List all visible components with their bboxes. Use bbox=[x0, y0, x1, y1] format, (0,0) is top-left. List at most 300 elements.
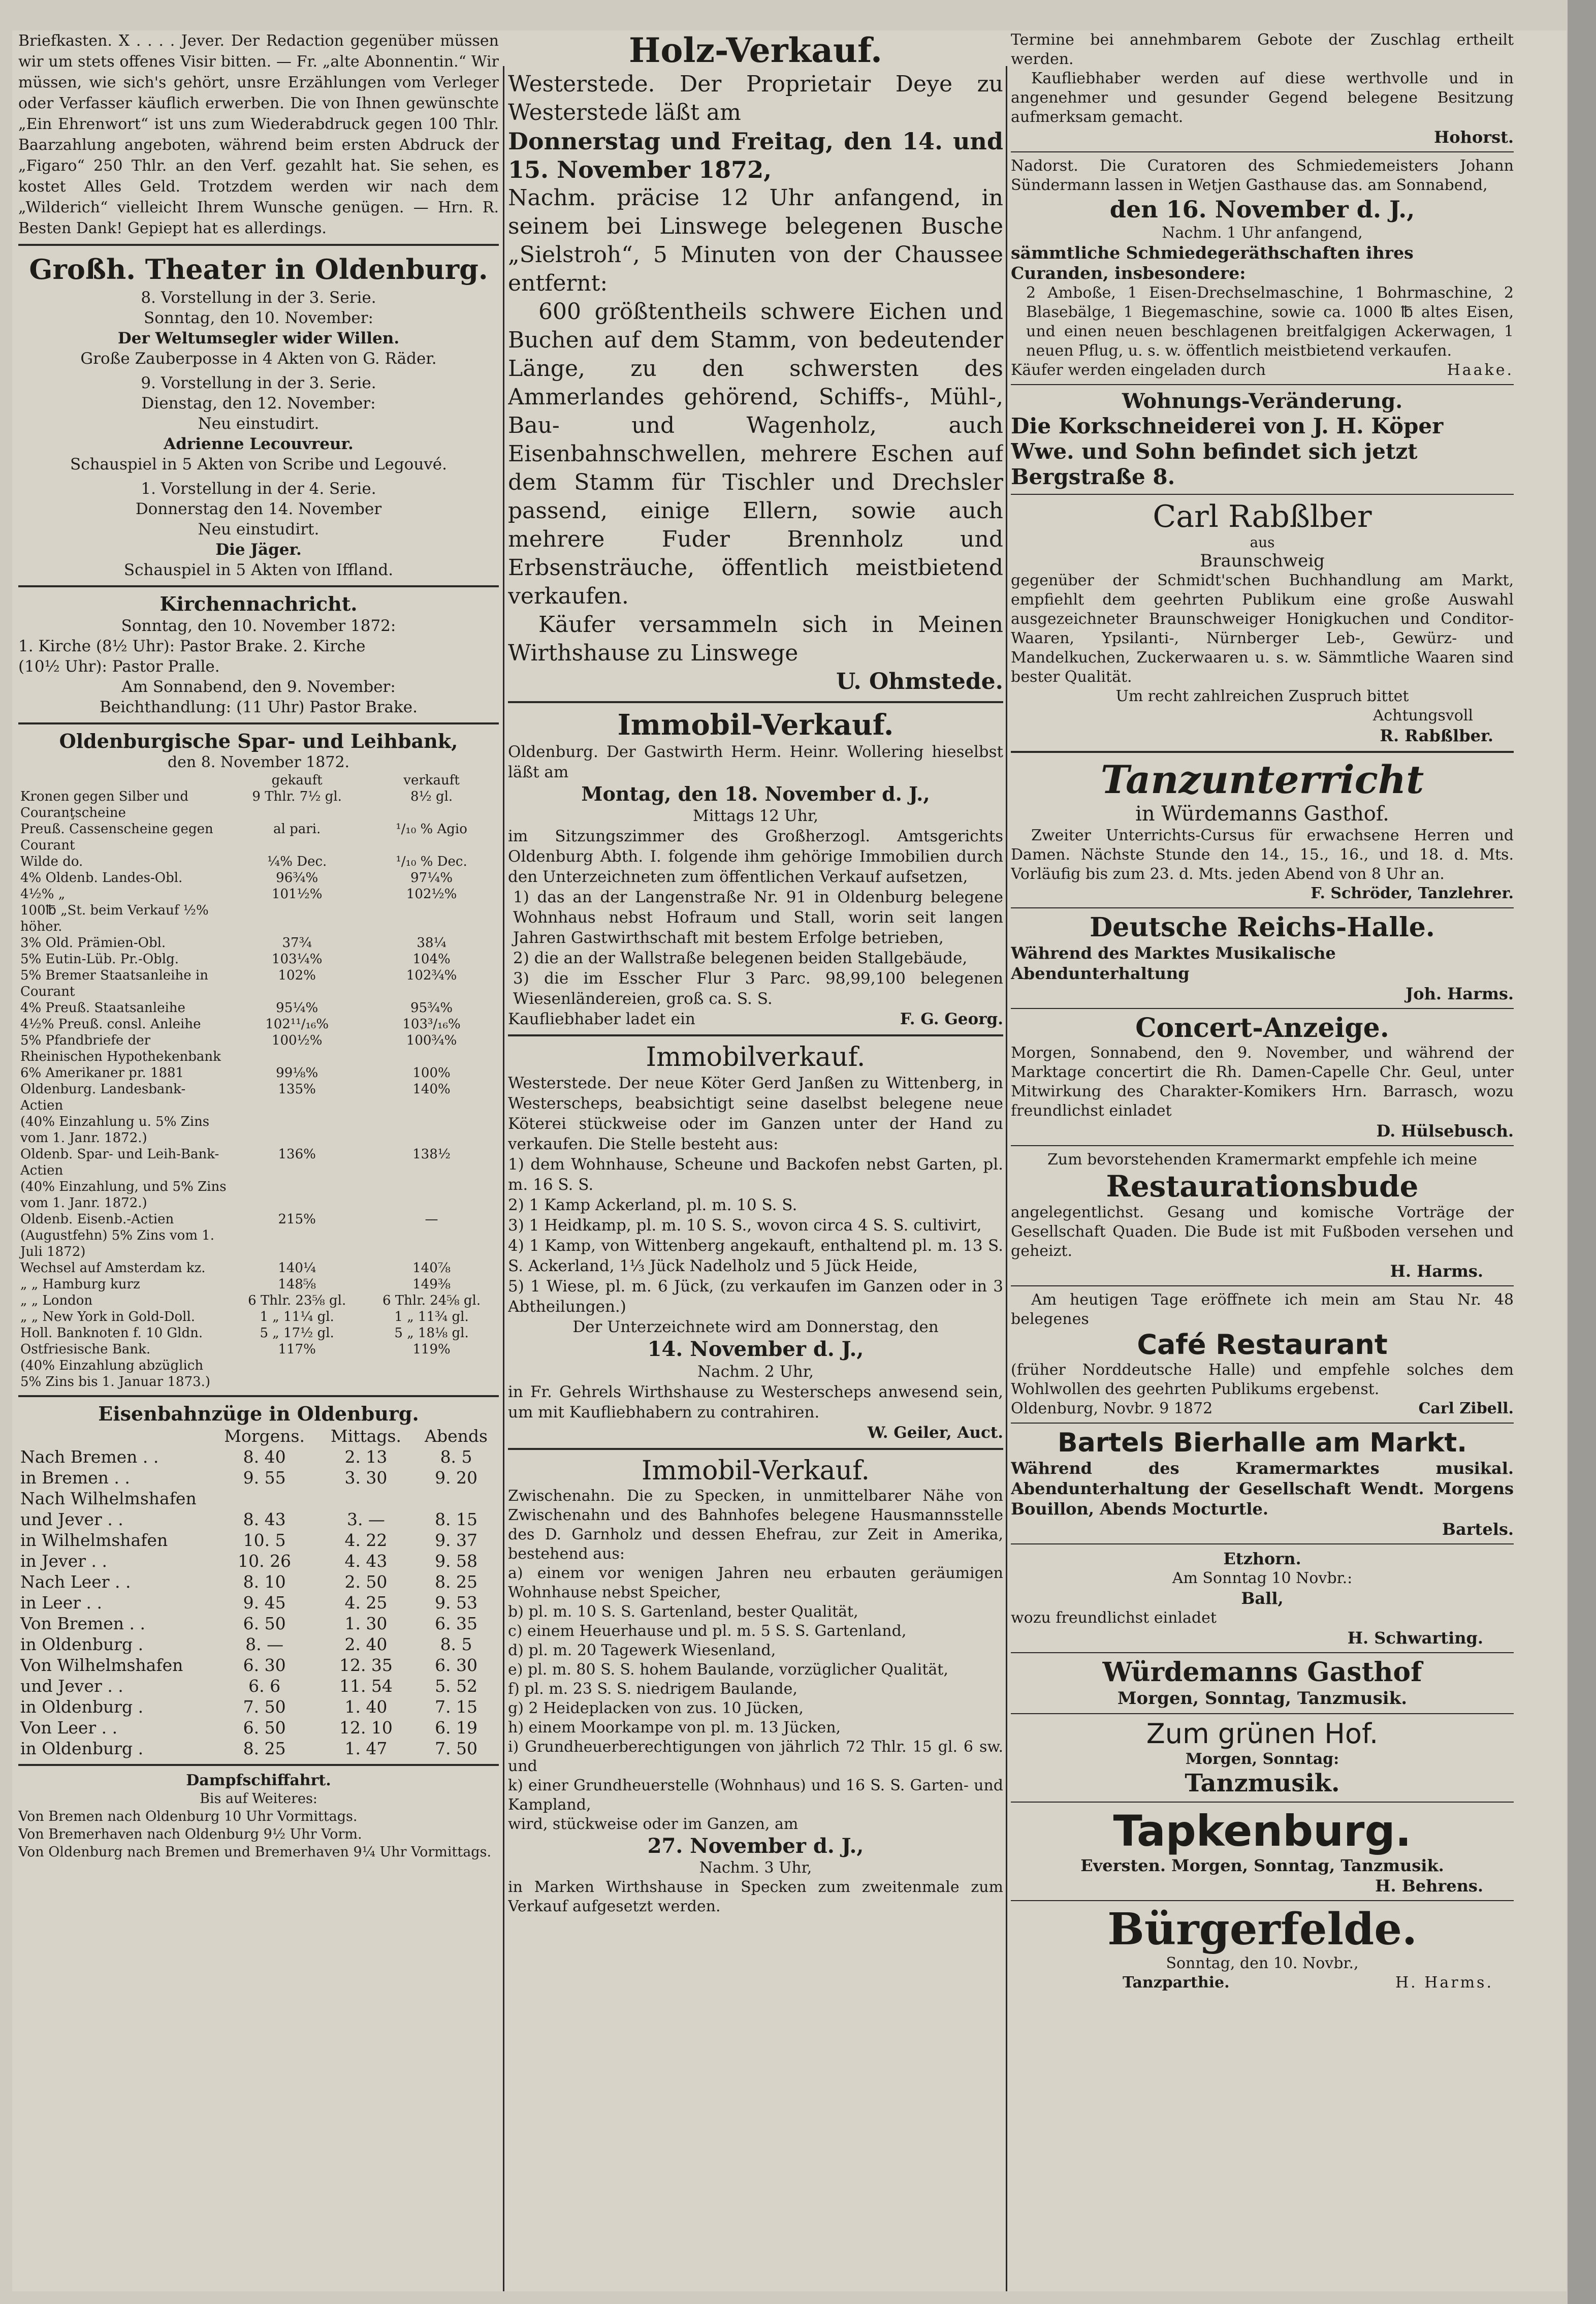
theater-line: 8. Vorstellung in der 3. Serie. bbox=[141, 289, 376, 307]
bank-cell: 6% Amerikaner pr. 1881 bbox=[20, 1065, 184, 1081]
gruenerhof-text: Morgen, Sonntag: bbox=[1185, 1750, 1339, 1768]
bahn-cell: 3. — bbox=[346, 1509, 385, 1529]
immo1-date: Montag, den 18. November d. J., bbox=[581, 782, 930, 805]
bahn-row bbox=[18, 1467, 499, 1488]
bank-cell: 6 Thlr. 24⅝ gl. bbox=[382, 1293, 481, 1308]
bank-cell: 5% Pfandbriefe der Rheinischen Hypothekenbank bbox=[20, 1033, 221, 1064]
immo2-item: 5) 1 Wiese, pl. m. 6 Jück, (zu verkaufen im Ganzen oder in 3 Abtheilungen.) bbox=[508, 1277, 1003, 1316]
rule bbox=[1011, 907, 1514, 908]
briefkasten: Briefkasten. X . . . . Jever. Der Redaction gegenüber müssen wir um stets offenes Visir bitten. — Fr. „alte Abonnentin.“ Wir müssen, wie sich's gehört, unsre Erzählungen vom Verleger oder Verfasser käuflich erwerben. Die von Ihnen gewünschte „Ein Ehrenwort“ ist uns zum Wiederabdruck gegen 100 Thlr. Baarzahlung angeboten, während beim ersten Abdruck der „Figaro“ 250 Thlr. an den Verf. gezahlt hat. Sie sehen, es kostet Alles Geld. Trotzdem werden wir nach dem „Wilderich“ vielleicht Ihrem Wunsche genügen. — Hrn. R. Besten Dank! Gepiept hat es allerdings. bbox=[18, 32, 499, 237]
bahn-cell: 2. 50 bbox=[344, 1572, 388, 1592]
rule bbox=[1011, 1145, 1514, 1146]
bank-cell bbox=[364, 1358, 499, 1390]
bank-cell: 4% Preuß. Staatsanleihe bbox=[20, 1000, 185, 1016]
bahn-cell: 7. 50 bbox=[243, 1697, 286, 1717]
bank-cell: 1 „ 11¾ gl. bbox=[394, 1309, 469, 1324]
bank-row bbox=[18, 1276, 499, 1292]
dampf-line: Von Bremen nach Oldenburg 10 Uhr Vormittags. bbox=[18, 1809, 358, 1824]
cafe-text: (früher Norddeutsche Halle) und empfehle solches dem Wohlwollen des geehrten Publikums ergebenst. bbox=[1011, 1361, 1514, 1398]
bank-cell: 102% bbox=[278, 968, 316, 983]
reichshalle-text: Während des Marktes Musikalische Abendunterhaltung bbox=[1011, 943, 1336, 983]
bahn-cell: 2. 13 bbox=[344, 1447, 388, 1467]
bahn-cell: in Wilhelmshafen bbox=[20, 1530, 168, 1550]
immo2-text: Der Unterzeichnete wird am Donnerstag, den bbox=[572, 1318, 939, 1336]
bank-row bbox=[18, 870, 499, 886]
bank-cell: Ostfriesische Bank. bbox=[20, 1342, 151, 1357]
bank-cell: „ „ London bbox=[20, 1293, 93, 1308]
immo2-item: 4) 1 Kamp, von Wittenberg angekauft, enthaltend pl. m. 13 S. S. Ackerland, 1⅓ Jück Nadelholz und 5 Jück Heide, bbox=[508, 1237, 1003, 1275]
concert-text: Morgen, Sonnabend, den 9. November, und während der Marktage concertirt die Rh. Damen-Capelle Chr. Geul, unter Mitwirkung des Charakter-Komikers Hrn. Barrasch, wozu freundlichst einladet bbox=[1011, 1044, 1514, 1120]
buergerfelde-bold: Tanzparthie. bbox=[1123, 1974, 1230, 1992]
tanz-text: Zweiter Unterrichts-Cursus für erwachsene Herren und Damen. Nächste Stunde den 14., 15., 16., und 18. d. Mts. Vorläufig bis zum 23. d. Mts. jeden Abend von 8 Uhr an. bbox=[1011, 827, 1514, 883]
bank-cell: Wilde do. bbox=[20, 854, 83, 869]
bank-cell: 135% bbox=[278, 1082, 316, 1097]
bahn-cell: 9. 20 bbox=[435, 1468, 478, 1488]
bank-table bbox=[18, 772, 499, 1390]
theater-line: Sonntag, den 10. November: bbox=[144, 309, 373, 327]
bahn-row bbox=[18, 1613, 499, 1634]
theater-line: Donnerstag den 14. November bbox=[135, 500, 382, 518]
etzhorn-text: Am Sonntag 10 Novbr.: bbox=[1172, 1569, 1353, 1587]
cafe-text: Am heutigen Tage eröffnete ich mein am Stau Nr. 48 belegenes bbox=[1011, 1291, 1514, 1328]
nadorst-text: Nadorst. Die Curatoren des Schmiedemeisters Johann Sündermann lassen in Wetjen Gasthause das. am Sonnabend, bbox=[1011, 157, 1514, 194]
immo1-text: im Sitzungszimmer des Großherzogl. Amtsgerichts Oldenburg Abth. I. folgende ihm gehörige Immobilien durch den Unterzeichneten zum öffentlichen Verkauf aufsetzen, bbox=[508, 827, 1003, 886]
bahn-cell: 3. 30 bbox=[344, 1468, 388, 1488]
kirche-line: 1. Kirche (8½ Uhr): Pastor Brake. 2. Kirche bbox=[18, 637, 366, 655]
rule bbox=[508, 701, 1003, 703]
bahn-notice bbox=[18, 1402, 499, 1759]
bank-header bbox=[18, 772, 230, 788]
immo1-time: Mittags 12 Uhr, bbox=[692, 807, 819, 825]
nadorst-signature: Haake. bbox=[1447, 361, 1514, 379]
bahn-row bbox=[18, 1488, 499, 1509]
holz-signature: U. Ohmstede. bbox=[836, 669, 1003, 695]
bahn-row bbox=[18, 1571, 499, 1592]
immo1-signature: F. G. Georg. bbox=[900, 1010, 1003, 1028]
bank-date: den 8. November 1872. bbox=[167, 753, 350, 771]
theater-notice bbox=[18, 251, 499, 580]
rabsilber-text: Um recht zahlreichen Zuspruch bittet bbox=[1115, 687, 1409, 705]
bahn-row bbox=[18, 1634, 499, 1655]
bank-cell: (40% Einzahlung u. 5% Zins vom 1. Janr. 1872.) bbox=[20, 1114, 210, 1146]
bahn-cell: 8. 43 bbox=[243, 1509, 286, 1529]
immo3-text: in Marken Wirthshause in Specken zum zweitenmale zum Verkauf aufgesetzt werden. bbox=[508, 1878, 1003, 1915]
bank-header: gekauft bbox=[271, 773, 323, 788]
bank-cell: 140% bbox=[412, 1082, 451, 1097]
rule bbox=[18, 585, 499, 587]
immo3-text: Zwischenahn. Die zu Specken, in unmittelbarer Nähe von Zwischenahn und des Bahnhofes belegene Hausmannsstelle des D. Garnholz und dessen Ehefrau, zur Zeit in Amerika, bestehend aus: bbox=[508, 1487, 1003, 1563]
immo1-item: 1) das an der Langenstraße Nr. 91 in Oldenburg belegene Wohnhaus nebst Hofraum und Stall, worin seit langen Jahren Gastwirthschaft mit bestem Erfolge betrieben, bbox=[513, 888, 1003, 947]
bahn-cell bbox=[210, 1488, 318, 1509]
immo3-notice bbox=[508, 1455, 1003, 1916]
rule bbox=[1011, 1900, 1514, 1901]
bank-cell: 119% bbox=[412, 1342, 451, 1357]
bank-row bbox=[18, 1146, 499, 1179]
rule bbox=[18, 1764, 499, 1766]
immo3-item: b) pl. m. 10 S. S. Gartenland, bester Qualität, bbox=[508, 1603, 858, 1621]
bahn-cell: 8. 40 bbox=[243, 1447, 286, 1467]
rule bbox=[1011, 751, 1514, 753]
bahn-cell: 8. — bbox=[245, 1634, 284, 1654]
buergerfelde-text: Sonntag, den 10. Novbr., bbox=[1166, 1954, 1359, 1972]
resto-title: Restaurationsbude bbox=[1106, 1169, 1419, 1204]
bahn-header bbox=[18, 1426, 210, 1446]
bahn-cell: 9. 58 bbox=[435, 1551, 478, 1571]
immo3-item: c) einem Heuerhause und pl. m. 5 S. S. Gartenland, bbox=[508, 1622, 907, 1640]
bank-row bbox=[18, 886, 499, 902]
bank-cell: 100¾% bbox=[406, 1033, 457, 1048]
cafe-signature: Carl Zibell. bbox=[1418, 1400, 1514, 1417]
nadorst-bold: sämmtliche Schmiedegeräthschaften ihres Curanden, insbesondere: bbox=[1011, 243, 1414, 283]
immo2-item: 1) dem Wohnhause, Scheune und Backofen nebst Garten, pl. m. 16 S. S. bbox=[508, 1155, 1003, 1194]
tapkenburg-text: Eversten. Morgen, Sonntag, Tanzmusik. bbox=[1080, 1856, 1444, 1875]
bank-cell: 5% Bremer Staatsanleihe in Courant bbox=[20, 968, 208, 999]
bahn-cell: 8. 5 bbox=[440, 1447, 472, 1467]
bank-cell: 96¾% bbox=[276, 870, 318, 886]
immo2-date: 14. November d. J., bbox=[647, 1337, 864, 1361]
bahn-cell: 9. 37 bbox=[435, 1530, 478, 1550]
bank-row bbox=[18, 935, 499, 951]
immo3-item: h) einem Moorkampe von pl. m. 13 Jücken, bbox=[508, 1719, 841, 1737]
etzhorn-ball: Ball, bbox=[1241, 1589, 1284, 1608]
bahn-cell: 4. 43 bbox=[344, 1551, 388, 1571]
bank-cell: 103³/₁₆% bbox=[402, 1017, 461, 1032]
bank-cell bbox=[364, 1114, 499, 1146]
bahn-row bbox=[18, 1696, 499, 1717]
column-rule bbox=[1006, 66, 1007, 2291]
bahn-cell: Nach Bremen . . bbox=[20, 1447, 159, 1467]
bank-cell: „ „ Hamburg kurz bbox=[20, 1277, 140, 1292]
kirche-line: (10½ Uhr): Pastor Pralle. bbox=[18, 657, 220, 676]
bahn-cell: in Bremen . . bbox=[20, 1468, 130, 1488]
bank-row bbox=[18, 1081, 499, 1114]
gruenerhof-title: Zum grünen Hof. bbox=[1146, 1718, 1379, 1750]
bartels-text: Während des Kramermarktes musikal. Abendunterhaltung der Gesellschaft Wendt. Morgens Bouillon, Abends Mocturtle. bbox=[1011, 1459, 1514, 1519]
bank-cell bbox=[230, 1179, 364, 1211]
resto-text: Zum bevorstehenden Kramermarkt empfehle ich meine bbox=[1047, 1151, 1478, 1169]
bank-cell: 148⅝ bbox=[278, 1277, 316, 1292]
immo3-item: i) Grundheuerberechtigungen von jährlich 72 Thlr. 15 gl. 6 sw. und bbox=[508, 1738, 1003, 1775]
theater-line: Der Weltumsegler wider Willen. bbox=[117, 329, 400, 348]
bahn-cell: Nach Leer . . bbox=[20, 1572, 131, 1592]
bahn-cell: 6. 30 bbox=[243, 1655, 286, 1675]
resto-signature: H. Harms. bbox=[1390, 1261, 1483, 1281]
tanz-sub: in Würdemanns Gasthof. bbox=[1135, 802, 1389, 826]
rule bbox=[508, 1448, 1003, 1450]
bank-cell bbox=[230, 902, 364, 935]
immo1-notice bbox=[508, 708, 1003, 1029]
bank-cell bbox=[364, 902, 499, 935]
bahn-cell: 2. 40 bbox=[344, 1634, 388, 1654]
rabsilber-city: Braunschweig bbox=[1200, 551, 1325, 571]
etzhorn-title: Etzhorn. bbox=[1223, 1549, 1301, 1568]
etzhorn-text: wozu freundlichst einladet bbox=[1011, 1609, 1217, 1627]
bank-title: Oldenburgische Spar- und Leihbank, bbox=[59, 730, 458, 752]
bahn-cell: Nach Wilhelmshafen bbox=[20, 1489, 197, 1508]
bahn-row bbox=[18, 1655, 499, 1676]
bank-cell: 1 „ 11¼ gl. bbox=[260, 1309, 334, 1324]
hohorst-text: Kaufliebhaber werden auf diese werthvolle und in angenehmer und gesunder Gegend belegene Besitzung aufmerksam gemacht. bbox=[1011, 70, 1514, 126]
rabsilber-greeting: Achtungsvoll bbox=[1372, 707, 1473, 724]
bahn-cell: 7. 15 bbox=[435, 1697, 478, 1717]
holz-text: 600 größtentheils schwere Eichen und Buchen auf dem Stamm, von bedeutender Länge, zu den schwersten des Ammerlandes gehörend, Schiffs-, Mühl-, Bau- und Wagenholz, auch Eisenbahnschwellen, mehrere Eschen auf dem Stamm für Tischler und Drechsler passend, einige Ellern, sowie auch mehrere Fuder Brennholz und Erbsensträuche, öffentlich meistbietend verkaufen. bbox=[508, 299, 1003, 609]
rule bbox=[1011, 1008, 1514, 1009]
kirche-notice bbox=[18, 592, 499, 717]
immo2-signature: W. Geiler, Auct. bbox=[867, 1424, 1003, 1442]
bank-cell: al pari. bbox=[273, 822, 321, 837]
bank-row bbox=[18, 951, 499, 967]
nadorst-time: Nachm. 1 Uhr anfangend, bbox=[1162, 224, 1363, 242]
bank-cell: 102¹¹/₁₆% bbox=[265, 1017, 329, 1032]
nadorst-text: Käufer werden eingeladen durch bbox=[1011, 361, 1266, 379]
bank-cell: Preuß. Cassenscheine gegen Courant bbox=[20, 822, 213, 853]
bank-cell: 101½% bbox=[271, 887, 323, 902]
bahn-row bbox=[18, 1446, 499, 1467]
rule bbox=[18, 722, 499, 724]
immo2-text: in Fr. Gehrels Wirthshause zu Westerscheps anwesend sein, um mit Kaufliebhabern zu contrahiren. bbox=[508, 1383, 1003, 1422]
bank-cell: 215% bbox=[278, 1212, 316, 1227]
bank-cell: 5 „ 17½ gl. bbox=[260, 1325, 334, 1341]
rabsilber-signature: R. Rabßlber. bbox=[1380, 726, 1493, 745]
concert-signature: D. Hülsebusch. bbox=[1376, 1121, 1514, 1141]
immo1-text: Oldenburg. Der Gastwirth Herm. Heinr. Wollering hieselbst läßt am bbox=[508, 743, 1003, 781]
bank-cell: 6 Thlr. 23⅝ gl. bbox=[248, 1293, 346, 1308]
bahn-cell: und Jever . . bbox=[20, 1676, 123, 1696]
bank-notice bbox=[18, 730, 499, 1390]
theater-line: 1. Vorstellung in der 4. Serie. bbox=[141, 480, 376, 498]
bahn-cell: 8. 25 bbox=[435, 1572, 478, 1592]
bahn-cell: 6. 50 bbox=[243, 1614, 286, 1633]
theater-line: Die Jäger. bbox=[215, 541, 302, 559]
rabsilber-text: gegenüber der Schmidt'schen Buchhandlung am Markt, empfiehlt dem geehrten Publikum eine große Auswahl ausgezeichneter Braunschweiger Honigkuchen und Conditor-Waaren, Ypsilanti-, Nürnberger Leb-, Gewürz- und Mandelkuchen, Zuckerwaaren u. s. w. Sämmtliche Waaren sind bester Qualität. bbox=[1011, 572, 1514, 686]
immo3-item: f) pl. m. 23 S. S. niedrigem Baulande, bbox=[508, 1680, 797, 1698]
immo2-text: Westerstede. Der neue Köter Gerd Janßen zu Wittenberg, in Westerscheps, beabsichtigt seine daselbst belegene neue Köterei stückweise oder im Ganzen unter der Hand zu verkaufen. Die Stelle besteht aus: bbox=[508, 1074, 1003, 1153]
bank-cell: (40% Einzahlung abzüglich 5% Zins bis 1. Januar 1873.) bbox=[20, 1358, 211, 1390]
concert-title: Concert-Anzeige. bbox=[1135, 1013, 1389, 1044]
bank-row bbox=[18, 1114, 499, 1146]
bank-cell: 100℔ „St. beim Verkauf ½% höher. bbox=[20, 903, 209, 934]
buergerfelde-title: Bürgerfelde. bbox=[1107, 1904, 1417, 1955]
bahn-cell: 8. 25 bbox=[243, 1739, 286, 1758]
bahn-cell: 9. 53 bbox=[435, 1593, 478, 1613]
bank-row bbox=[18, 1358, 499, 1390]
bahn-cell: 4. 25 bbox=[344, 1593, 388, 1613]
gruenerhof-bold: Tanzmusik. bbox=[1185, 1769, 1340, 1797]
rabsilber-aus: aus bbox=[1250, 534, 1275, 551]
immo3-text: wird, stückweise oder im Ganzen, am bbox=[508, 1815, 799, 1833]
immo2-time: Nachm. 2 Uhr, bbox=[697, 1363, 814, 1381]
kirche-line: Beichthandlung: (11 Uhr) Pastor Brake. bbox=[99, 698, 418, 716]
reichshalle-title: Deutsche Reichs-Halle. bbox=[1090, 912, 1435, 943]
bank-cell: Oldenb. Spar- und Leih-Bank-Actien bbox=[20, 1147, 219, 1178]
holz-text: Nachm. präcise 12 Uhr anfangend, in seinem bei Linswege belegenen Busche „Sielstroh“, 5 Minuten von der Chaussee entfernt: bbox=[508, 185, 1003, 296]
bahn-cell: in Oldenburg . bbox=[20, 1739, 144, 1758]
dampf-sub: Bis auf Weiteres: bbox=[200, 1791, 317, 1807]
bahn-cell: in Oldenburg . bbox=[20, 1697, 144, 1717]
bank-cell: 136% bbox=[278, 1147, 316, 1162]
immo3-time: Nachm. 3 Uhr, bbox=[699, 1859, 812, 1877]
theater-line: Große Zauberposse in 4 Akten von G. Räder. bbox=[80, 350, 437, 368]
holz-text: Westerstede. Der Proprietair Deye zu Westerstede läßt am bbox=[508, 71, 1003, 125]
nadorst-date: den 16. November d. J., bbox=[1109, 196, 1415, 223]
immo3-item: k) einer Grundheuerstelle (Wohnhaus) und 16 S. S. Garten- und Kampland, bbox=[508, 1777, 1003, 1814]
bank-row bbox=[18, 1032, 499, 1065]
bahn-row bbox=[18, 1551, 499, 1571]
bahn-cell: 6. 35 bbox=[435, 1614, 478, 1633]
holz-date: Donnerstag und Freitag, den 14. und 15. November 1872, bbox=[508, 128, 1003, 183]
bahn-cell: 8. 15 bbox=[435, 1509, 478, 1529]
rule bbox=[508, 1034, 1003, 1036]
bank-cell: 8½ gl. bbox=[410, 789, 453, 804]
immo2-title: Immobilverkauf. bbox=[646, 1042, 866, 1072]
bank-row bbox=[18, 1000, 499, 1016]
hohorst-text: Termine bei annehmbarem Gebote der Zuschlag ertheilt werden. bbox=[1011, 31, 1514, 68]
bank-cell: 140⅞ bbox=[412, 1260, 451, 1276]
rule bbox=[1011, 1543, 1514, 1544]
bahn-table bbox=[18, 1426, 499, 1759]
bank-cell: Kronen gegen Silber und Couranţscheine bbox=[20, 789, 189, 820]
bahn-cell bbox=[318, 1488, 413, 1509]
tapkenburg-title: Tapkenburg. bbox=[1113, 1806, 1412, 1856]
bank-row bbox=[18, 1179, 499, 1211]
bank-row bbox=[18, 1065, 499, 1081]
bahn-cell: 10. 26 bbox=[238, 1551, 292, 1571]
bank-cell bbox=[230, 1114, 364, 1146]
bank-cell: 117% bbox=[278, 1342, 316, 1357]
holz-title: Holz-Verkauf. bbox=[629, 30, 882, 70]
cafe-title: Café Restaurant bbox=[1137, 1329, 1388, 1361]
theater-line: 9. Vorstellung in der 3. Serie. bbox=[141, 374, 376, 392]
bahn-cell: und Jever . . bbox=[20, 1509, 123, 1529]
bank-row bbox=[18, 788, 499, 821]
bank-cell: 140¼ bbox=[278, 1260, 316, 1276]
bank-cell: ¹/₁₀ % Agio bbox=[396, 822, 467, 837]
immo2-notice bbox=[508, 1041, 1003, 1443]
bahn-cell: 6. 30 bbox=[435, 1655, 478, 1675]
bahn-cell: 12. 35 bbox=[339, 1655, 393, 1675]
bank-cell: 103¼% bbox=[271, 952, 323, 967]
immo2-item: 2) 1 Kamp Ackerland, pl. m. 10 S. S. bbox=[508, 1196, 797, 1214]
dampf-line: Von Oldenburg nach Bremen und Bremerhaven 9¼ Uhr Vormittags. bbox=[18, 1844, 492, 1860]
bahn-cell: 6. 19 bbox=[435, 1718, 478, 1738]
middle-column bbox=[508, 30, 1003, 2284]
rule bbox=[1011, 1285, 1514, 1286]
page-edge bbox=[1568, 0, 1596, 2304]
holz-notice bbox=[508, 30, 1003, 696]
rule bbox=[18, 244, 499, 246]
cafe-place: Oldenburg, Novbr. 9 1872 bbox=[1011, 1400, 1213, 1417]
column-rule bbox=[503, 66, 504, 2291]
rule bbox=[18, 1395, 499, 1397]
bahn-cell: 9. 55 bbox=[243, 1468, 286, 1488]
theater-title: Großh. Theater in Oldenburg. bbox=[29, 253, 488, 286]
immo3-item: e) pl. m. 80 S. S. hohem Baulande, vorzüglicher Qualität, bbox=[508, 1661, 948, 1679]
immo2-item: 3) 1 Heidkamp, pl. m. 10 S. S., wovon circa 4 S. S. cultivirt, bbox=[508, 1216, 982, 1235]
bank-cell: 102½% bbox=[406, 887, 457, 902]
rule bbox=[1011, 494, 1514, 495]
bahn-cell: 7. 50 bbox=[435, 1739, 478, 1758]
bank-cell: 95¾% bbox=[410, 1000, 453, 1016]
bank-cell: 100% bbox=[412, 1065, 451, 1081]
bank-cell: Wechsel auf Amsterdam kz. bbox=[20, 1260, 206, 1276]
bank-row bbox=[18, 1211, 499, 1260]
bank-cell: Oldenb. Eisenb.-Actien (Augustfehn) 5% Zins vom 1. Juli 1872) bbox=[20, 1212, 215, 1259]
rule bbox=[1011, 1713, 1514, 1714]
theater-line: Schauspiel in 5 Akten von Iffland. bbox=[123, 561, 394, 579]
tapkenburg-signature: H. Behrens. bbox=[1375, 1876, 1483, 1896]
bank-cell: „ „ New York in Gold-Doll. bbox=[20, 1309, 196, 1324]
bank-cell: 100½% bbox=[271, 1033, 323, 1048]
bahn-row bbox=[18, 1676, 499, 1696]
bahn-cell: in Leer . . bbox=[20, 1593, 103, 1613]
bank-row bbox=[18, 1292, 499, 1309]
bahn-cell: 9. 45 bbox=[243, 1593, 286, 1613]
bahn-header: Morgens. bbox=[224, 1426, 305, 1446]
rule bbox=[1011, 1802, 1514, 1803]
bahn-row bbox=[18, 1717, 499, 1738]
bank-cell: Holl. Banknoten f. 10 Gldn. bbox=[20, 1325, 203, 1341]
wohnung-text: Die Korkschneiderei von J. H. Köper Wwe. und Sohn befindet sich jetzt Bergstraße 8. bbox=[1011, 414, 1444, 489]
kirche-line: Sonntag, den 10. November 1872: bbox=[121, 617, 396, 635]
bank-cell: 5% Eutin-Lüb. Pr.-Oblg. bbox=[20, 952, 179, 967]
bahn-cell: 1. 40 bbox=[344, 1697, 388, 1717]
etzhorn-signature: H. Schwarting. bbox=[1347, 1628, 1483, 1648]
bahn-cell: 6. 6 bbox=[248, 1676, 281, 1696]
reichshalle-signature: Joh. Harms. bbox=[1406, 984, 1514, 1003]
bank-cell: 97¼% bbox=[410, 870, 453, 886]
theater-line: Schauspiel in 5 Akten von Scribe und Legouvé. bbox=[70, 455, 448, 474]
bahn-cell: 6. 50 bbox=[243, 1718, 286, 1738]
theater-line: Dienstag, den 12. November: bbox=[141, 394, 376, 413]
bahn-cell: 8. 5 bbox=[440, 1634, 472, 1654]
rabsilber-title: Carl Rabßlber bbox=[1153, 499, 1372, 534]
immo1-item: 2) die an der Wallstraße belegenen beiden Stallgebäude, bbox=[513, 949, 968, 967]
bank-cell: 102¾% bbox=[406, 968, 457, 983]
bank-cell: 138½ bbox=[412, 1147, 451, 1162]
immo3-item: g) 2 Heideplacken von zus. 10 Jücken, bbox=[508, 1699, 804, 1717]
bahn-cell: Von Wilhelmshafen bbox=[20, 1655, 183, 1675]
buergerfelde-signature: H. Harms. bbox=[1395, 1974, 1493, 1992]
bahn-cell: 1. 47 bbox=[344, 1739, 388, 1758]
bank-row bbox=[18, 821, 499, 854]
bahn-cell bbox=[413, 1488, 499, 1509]
wuerdemann-text: Morgen, Sonntag, Tanzmusik. bbox=[1117, 1688, 1408, 1709]
bahn-cell: in Oldenburg . bbox=[20, 1634, 144, 1654]
rule bbox=[1011, 1652, 1514, 1653]
bank-cell: Oldenburg. Landesbank-Actien bbox=[20, 1082, 186, 1113]
immo1-title: Immobil-Verkauf. bbox=[617, 708, 894, 742]
bank-row bbox=[18, 1325, 499, 1341]
bank-cell: 38¼ bbox=[417, 935, 446, 951]
bank-cell: ¹/₁₀ % Dec. bbox=[396, 854, 467, 869]
bank-cell: ¼% Dec. bbox=[267, 854, 327, 869]
dampf-notice bbox=[18, 1771, 499, 1861]
bank-cell: 3% Old. Prämien-Obl. bbox=[20, 935, 166, 951]
tanz-signature: F. Schröder, Tanzlehrer. bbox=[1311, 885, 1514, 902]
rule bbox=[1011, 384, 1514, 385]
theater-line: Adrienne Lecouvreur. bbox=[164, 435, 354, 453]
kirche-title: Kirchennachricht. bbox=[159, 592, 358, 615]
bank-cell: 37¾ bbox=[282, 935, 312, 951]
right-column bbox=[1011, 30, 1514, 2284]
bahn-header: Abends bbox=[425, 1426, 488, 1446]
bahn-cell: 5. 52 bbox=[435, 1676, 478, 1696]
immo3-title: Immobil-Verkauf. bbox=[641, 1456, 870, 1486]
immo3-item: a) einem vor wenigen Jahren neu erbauten geräumigen Wohnhause nebst Speicher, bbox=[508, 1564, 1003, 1601]
theater-line: Neu einstudirt. bbox=[198, 520, 320, 539]
bank-row bbox=[18, 1341, 499, 1358]
bahn-title: Eisenbahnzüge in Oldenburg. bbox=[98, 1402, 419, 1425]
